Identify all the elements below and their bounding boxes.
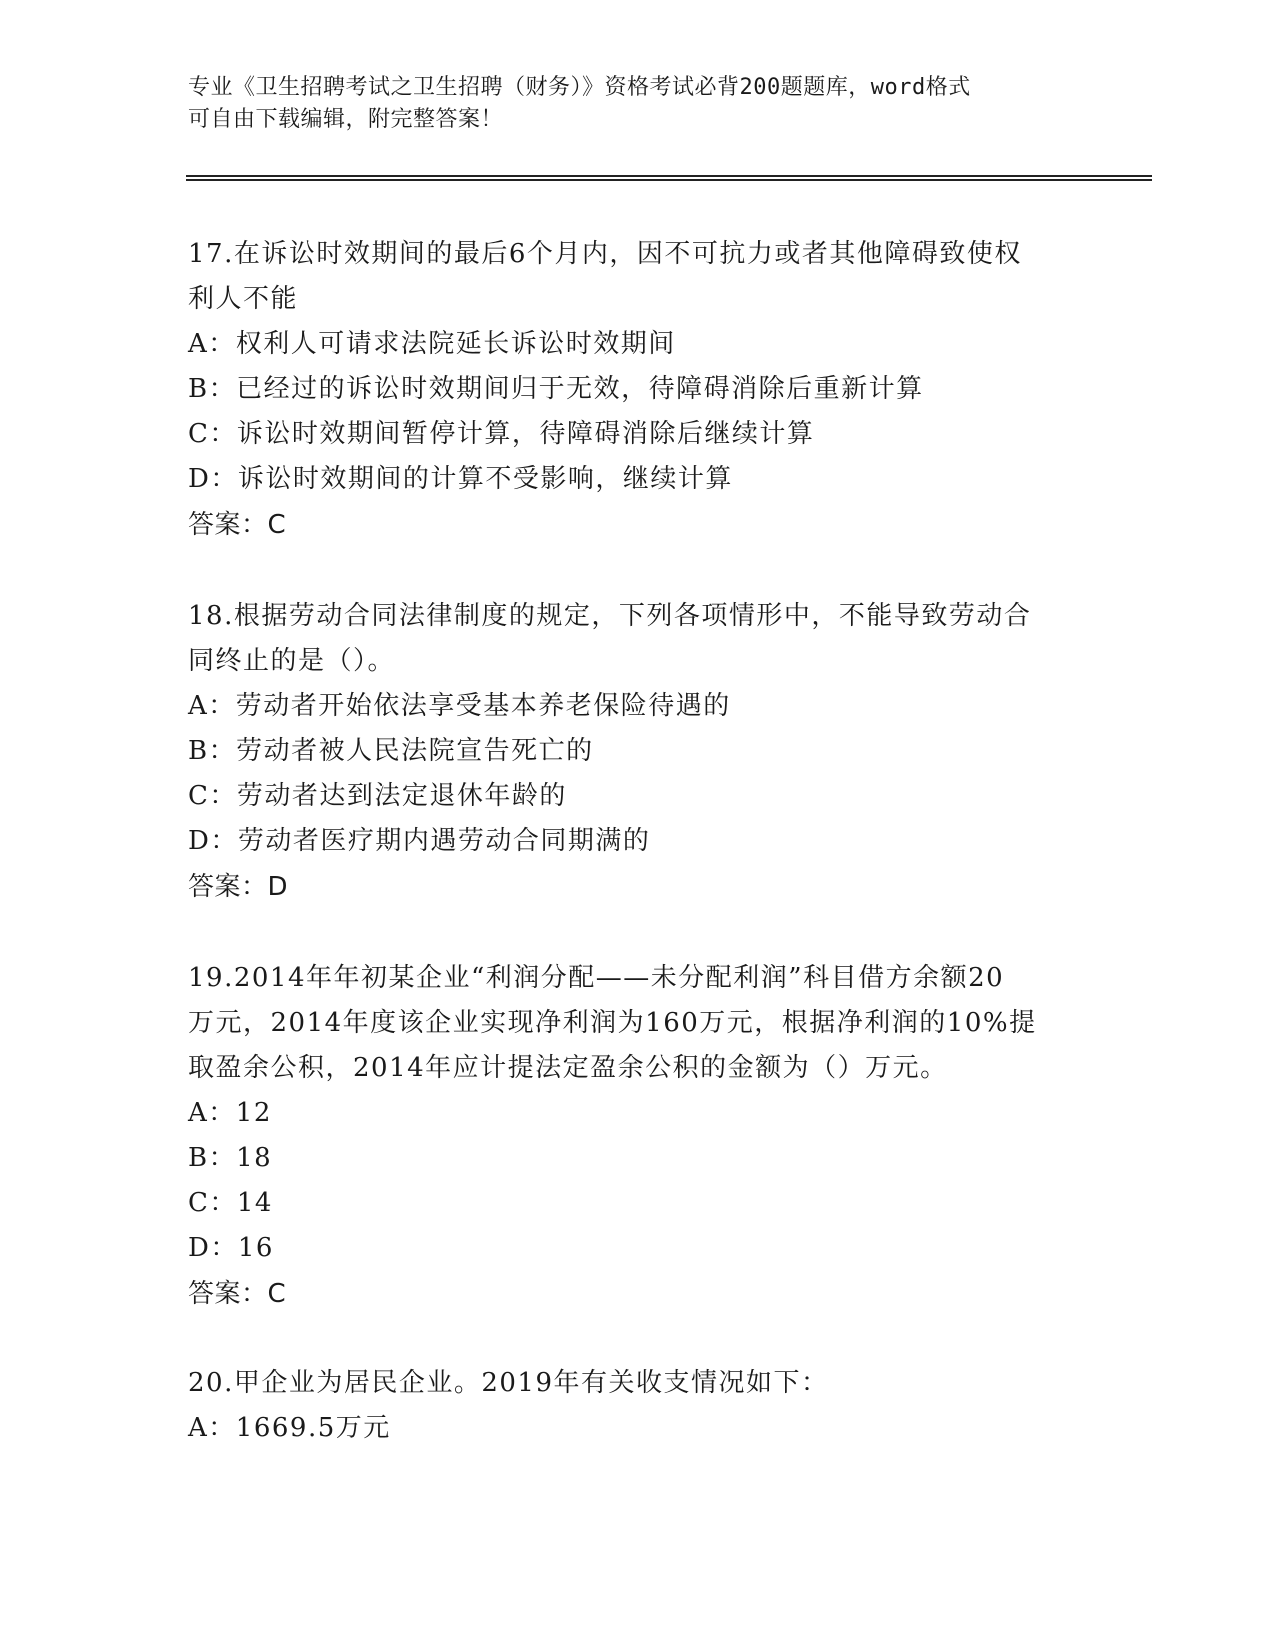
option-d: D：诉讼时效期间的计算不受影响，继续计算 <box>188 464 733 494</box>
header-line-2: 可自由下载编辑，附完整答案！ <box>188 107 504 132</box>
question-stem-line: 17.在诉讼时效期间的最后6个月内，因不可抗力或者其他障碍致使权 <box>188 239 1022 269</box>
option-c: C：14 <box>188 1188 273 1218</box>
question-stem-line: 20.甲企业为居民企业。2019年有关收支情况如下： <box>188 1368 829 1398</box>
header-divider <box>186 175 1152 181</box>
option-d: D：16 <box>188 1233 274 1263</box>
document-header <box>188 72 1068 136</box>
question-stem-line: 同终止的是（）。 <box>188 646 396 676</box>
question-17 <box>188 232 1088 548</box>
option-a: A：1669.5万元 <box>188 1413 391 1443</box>
option-c: C：劳动者达到法定退休年龄的 <box>188 781 567 811</box>
option-a: A：权利人可请求法院延长诉讼时效期间 <box>188 329 676 359</box>
question-stem-line: 19.2014年年初某企业“利润分配——未分配利润”科目借方余额20 <box>188 963 1005 993</box>
question-stem-line: 取盈余公积，2014年应计提法定盈余公积的金额为（）万元。 <box>188 1053 948 1083</box>
question-stem-line: 18.根据劳动合同法律制度的规定，下列各项情形中，不能导致劳动合 <box>188 601 1032 631</box>
option-b: B：18 <box>188 1143 273 1173</box>
option-c: C：诉讼时效期间暂停计算，待障碍消除后继续计算 <box>188 419 815 449</box>
option-a: A：劳动者开始依法享受基本养老保险待遇的 <box>188 691 731 721</box>
option-d: D：劳动者医疗期内遇劳动合同期满的 <box>188 826 651 856</box>
option-b: B：劳动者被人民法院宣告死亡的 <box>188 736 594 766</box>
question-stem-line: 利人不能 <box>188 284 299 314</box>
answer: 答案：C <box>188 510 287 540</box>
question-18 <box>188 594 1088 910</box>
question-20 <box>188 1361 1088 1451</box>
answer: 答案：C <box>188 1279 287 1309</box>
answer: 答案：D <box>188 872 289 902</box>
question-stem-line: 万元，2014年度该企业实现净利润为160万元，根据净利润的10%提 <box>188 1008 1037 1038</box>
option-a: A：12 <box>188 1098 272 1128</box>
option-b: B：已经过的诉讼时效期间归于无效，待障碍消除后重新计算 <box>188 374 924 404</box>
question-19 <box>188 956 1088 1317</box>
header-line-1: 专业《卫生招聘考试之卫生招聘（财务）》资格考试必背200题题库，word格式 <box>188 75 971 100</box>
